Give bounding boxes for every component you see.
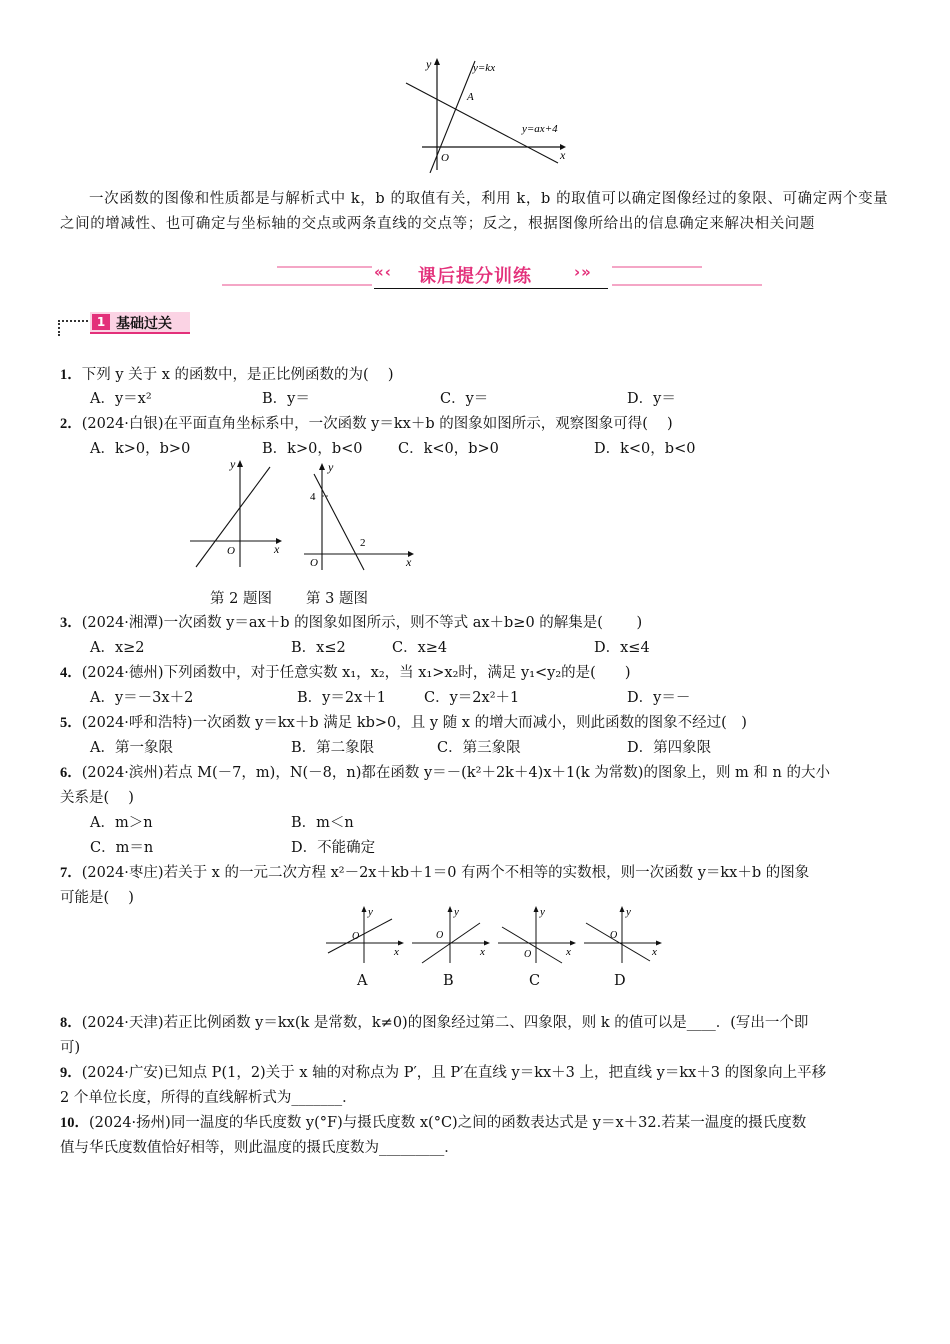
question-text: 下列 y 关于 x 的函数中，是正比例函数的为( ): [81, 367, 394, 383]
line-ax-label: y=ax+4: [522, 123, 558, 135]
y-intercept-label: 4: [310, 491, 316, 503]
x-axis-label: x: [652, 946, 657, 958]
question-7: [60, 863, 809, 883]
question-number: 2．: [60, 416, 82, 432]
q5-option-a: A．第一象限: [90, 740, 173, 756]
banner-left-chevrons: «‹: [374, 263, 392, 281]
question-10: [60, 1113, 806, 1133]
q5-option-b: B．第二象限: [291, 740, 375, 756]
q7-option-a: A: [357, 973, 368, 989]
section-number: 1: [92, 314, 110, 330]
q4-option-c: C．y＝2x²＋1: [424, 690, 520, 706]
x-axis-label: x: [480, 946, 485, 958]
section-dots-vertical: [58, 320, 60, 336]
question-text: (2024·呼和浩特)一次函数 y＝kx＋b 满足 kb>0，且 y 随 x 的增大而减小，则此函数的图象不经过( ): [81, 715, 747, 731]
q7-graph-a: [324, 905, 404, 965]
q1-option-d: D．y＝: [627, 391, 676, 407]
banner-underline: [374, 288, 608, 289]
question-text: (2024·德州)下列函数中，对于任意实数 x₁，x₂，当 x₁>x₂时，满足 y₁<y₂的是( ): [81, 665, 631, 681]
question-6-cont: 关系是( ): [60, 790, 134, 806]
origin-label: O: [310, 557, 318, 569]
banner: [222, 258, 762, 292]
question-number: 9．: [60, 1065, 82, 1081]
banner-right-chevrons: ›»: [574, 263, 592, 281]
origin-label: O: [227, 545, 235, 557]
intro-paragraph: 一次函数的图像和性质都是与解析式中 k，b 的取值有关，利用 k，b 的取值可以确定图像经过的象限、可确定两个变量之间的增减性、也可确定与坐标轴的交点或两条直线的交点等；反之，根据图像所给出的信息确定来解决相关问题: [60, 191, 889, 232]
y-axis-label: y: [230, 457, 236, 471]
question-1: [60, 365, 393, 385]
origin-label: O: [352, 931, 360, 942]
q6-option-b: B．m＜n: [291, 815, 354, 831]
x-axis-arrow: [570, 941, 576, 946]
y-axis-label: y: [426, 57, 432, 71]
q3-option-d: D．x≤4: [594, 640, 650, 656]
y-axis-label: y: [540, 906, 545, 918]
question-4: [60, 663, 630, 683]
figure-q2: [188, 455, 288, 573]
graph-line: [328, 919, 392, 953]
question-number: 3．: [60, 615, 82, 631]
y-axis-label: y: [626, 906, 631, 918]
q7-graph-c: [496, 905, 576, 965]
caption-q2: 第 2 题图: [210, 591, 272, 607]
banner-left-line-bottom: [222, 284, 372, 286]
y-axis-arrow: [434, 58, 440, 65]
banner-left-line-top: [277, 266, 372, 268]
q2-option-d: D．k<0，b<0: [594, 441, 696, 457]
question-9: [60, 1063, 826, 1083]
caption-q3: 第 3 题图: [306, 591, 368, 607]
x-axis-label: x: [566, 946, 571, 958]
y-axis-arrow: [534, 906, 539, 912]
y-axis-label: y: [328, 460, 334, 474]
q5-option-d: D．第四象限: [627, 740, 712, 756]
x-axis-label: x: [394, 946, 399, 958]
x-axis-label: x: [560, 148, 566, 162]
section-title: 基础过关: [116, 316, 172, 332]
q7-graph-d: [582, 905, 662, 965]
q6-option-c: C．m＝n: [90, 840, 154, 856]
x-axis-arrow: [398, 941, 404, 946]
question-9-cont: 2 个单位长度，所得的直线解析式为_______．: [60, 1090, 357, 1106]
banner-title: 课后提分训练: [418, 266, 532, 287]
x-axis-arrow: [484, 941, 490, 946]
top-figure: [400, 55, 580, 173]
q3-option-b: B．x≤2: [291, 640, 346, 656]
origin-label: O: [436, 930, 444, 941]
q3-option-c: C．x≥4: [392, 640, 448, 656]
y-axis-arrow: [362, 906, 367, 912]
q7-graph-b: [410, 905, 490, 965]
q4-option-a: A．y＝－3x＋2: [90, 690, 194, 706]
q1-option-c: C．y＝: [440, 391, 489, 407]
x-axis-label: x: [406, 555, 412, 569]
question-text: (2024·扬州)同一温度的华氏度数 y(°F)与摄氏度数 x(°C)之间的函数表达式是 y＝x＋32.若某一温度的摄氏度数: [89, 1115, 807, 1131]
question-text: (2024·枣庄)若关于 x 的一元二次方程 x²－2x＋kb＋1＝0 有两个不相等的实数根，则一次函数 y＝kx＋b 的图象: [81, 865, 810, 881]
question-8: [60, 1013, 808, 1033]
x-intercept-label: 2: [360, 537, 366, 549]
q2-option-b: B．k>0，b<0: [262, 441, 363, 457]
question-number: 4．: [60, 665, 82, 681]
question-text: (2024·天津)若正比例函数 y＝kx(k 是常数，k≠0)的图象经过第二、四象限，则 k 的值可以是____．(写出一个即: [81, 1015, 809, 1031]
x-axis-arrow: [656, 941, 662, 946]
question-8-cont: 可): [60, 1040, 81, 1056]
question-text: (2024·广安)已知点 P(1，2)关于 x 轴的对称点为 P′，且 P′在直线 y＝kx＋3 上，把直线 y＝kx＋3 的图象向上平移: [81, 1065, 827, 1081]
y-axis-arrow: [620, 906, 625, 912]
q1-option-a: A．y＝x²: [90, 391, 152, 407]
q6-option-a: A．m＞n: [90, 815, 153, 831]
line-kx-label: y=kx: [473, 62, 496, 74]
section-dots: [58, 320, 88, 322]
y-axis-arrow: [319, 463, 325, 470]
banner-right-line-bottom: [612, 284, 762, 286]
question-text: (2024·湘潭)一次函数 y＝ax＋b 的图象如图所示，则不等式 ax＋b≥0 的解集是( ): [81, 615, 643, 631]
question-number: 5．: [60, 715, 82, 731]
question-number: 1．: [60, 367, 82, 383]
q1-option-b: B．y＝: [262, 391, 310, 407]
graph-line: [586, 923, 650, 961]
origin-label: O: [610, 930, 618, 941]
question-7-cont: 可能是( ): [60, 890, 134, 906]
y-axis-label: y: [454, 906, 459, 918]
section-header: [58, 310, 198, 336]
question-5: [60, 713, 747, 733]
figure-q3: [300, 458, 420, 576]
point-a-label: A: [467, 91, 474, 103]
question-number: 6．: [60, 765, 82, 781]
q4-option-d: D．y＝－: [627, 690, 691, 706]
q3-option-a: A．x≥2: [90, 640, 145, 656]
banner-right-line-top: [612, 266, 702, 268]
origin-label: O: [441, 152, 449, 164]
question-number: 7．: [60, 865, 82, 881]
q4-option-b: B．y＝2x＋1: [297, 690, 386, 706]
q7-option-b: B: [443, 973, 454, 989]
q7-option-d: D: [614, 973, 626, 989]
q2-option-c: C．k<0，b>0: [398, 441, 499, 457]
question-6: [60, 763, 830, 783]
question-2: [60, 414, 673, 434]
question-3: [60, 613, 642, 633]
q7-option-c: C: [529, 973, 541, 989]
question-number: 8．: [60, 1015, 82, 1031]
q2-option-a: A．k>0，b>0: [90, 441, 191, 457]
graph-line: [502, 927, 562, 963]
y-axis-label: y: [368, 906, 373, 918]
y-axis-arrow: [237, 460, 243, 467]
x-axis-label: x: [274, 542, 280, 556]
origin-label: O: [524, 949, 532, 960]
y-axis-arrow: [448, 906, 453, 912]
question-10-cont: 值与华氏度数值恰好相等，则此温度的摄氏度数为_________．: [60, 1140, 459, 1156]
q6-option-d: D．不能确定: [291, 840, 376, 856]
question-number: 10．: [60, 1115, 89, 1131]
q5-option-c: C．第三象限: [437, 740, 521, 756]
question-text: (2024·滨州)若点 M(－7，m)，N(－8，n)都在函数 y＝－(k²＋2k＋4)x＋1(k 为常数)的图象上，则 m 和 n 的大小: [81, 765, 830, 781]
question-text: (2024·白银)在平面直角坐标系中，一次函数 y＝kx＋b 的图象如图所示，观察图象可得( ): [81, 416, 673, 432]
